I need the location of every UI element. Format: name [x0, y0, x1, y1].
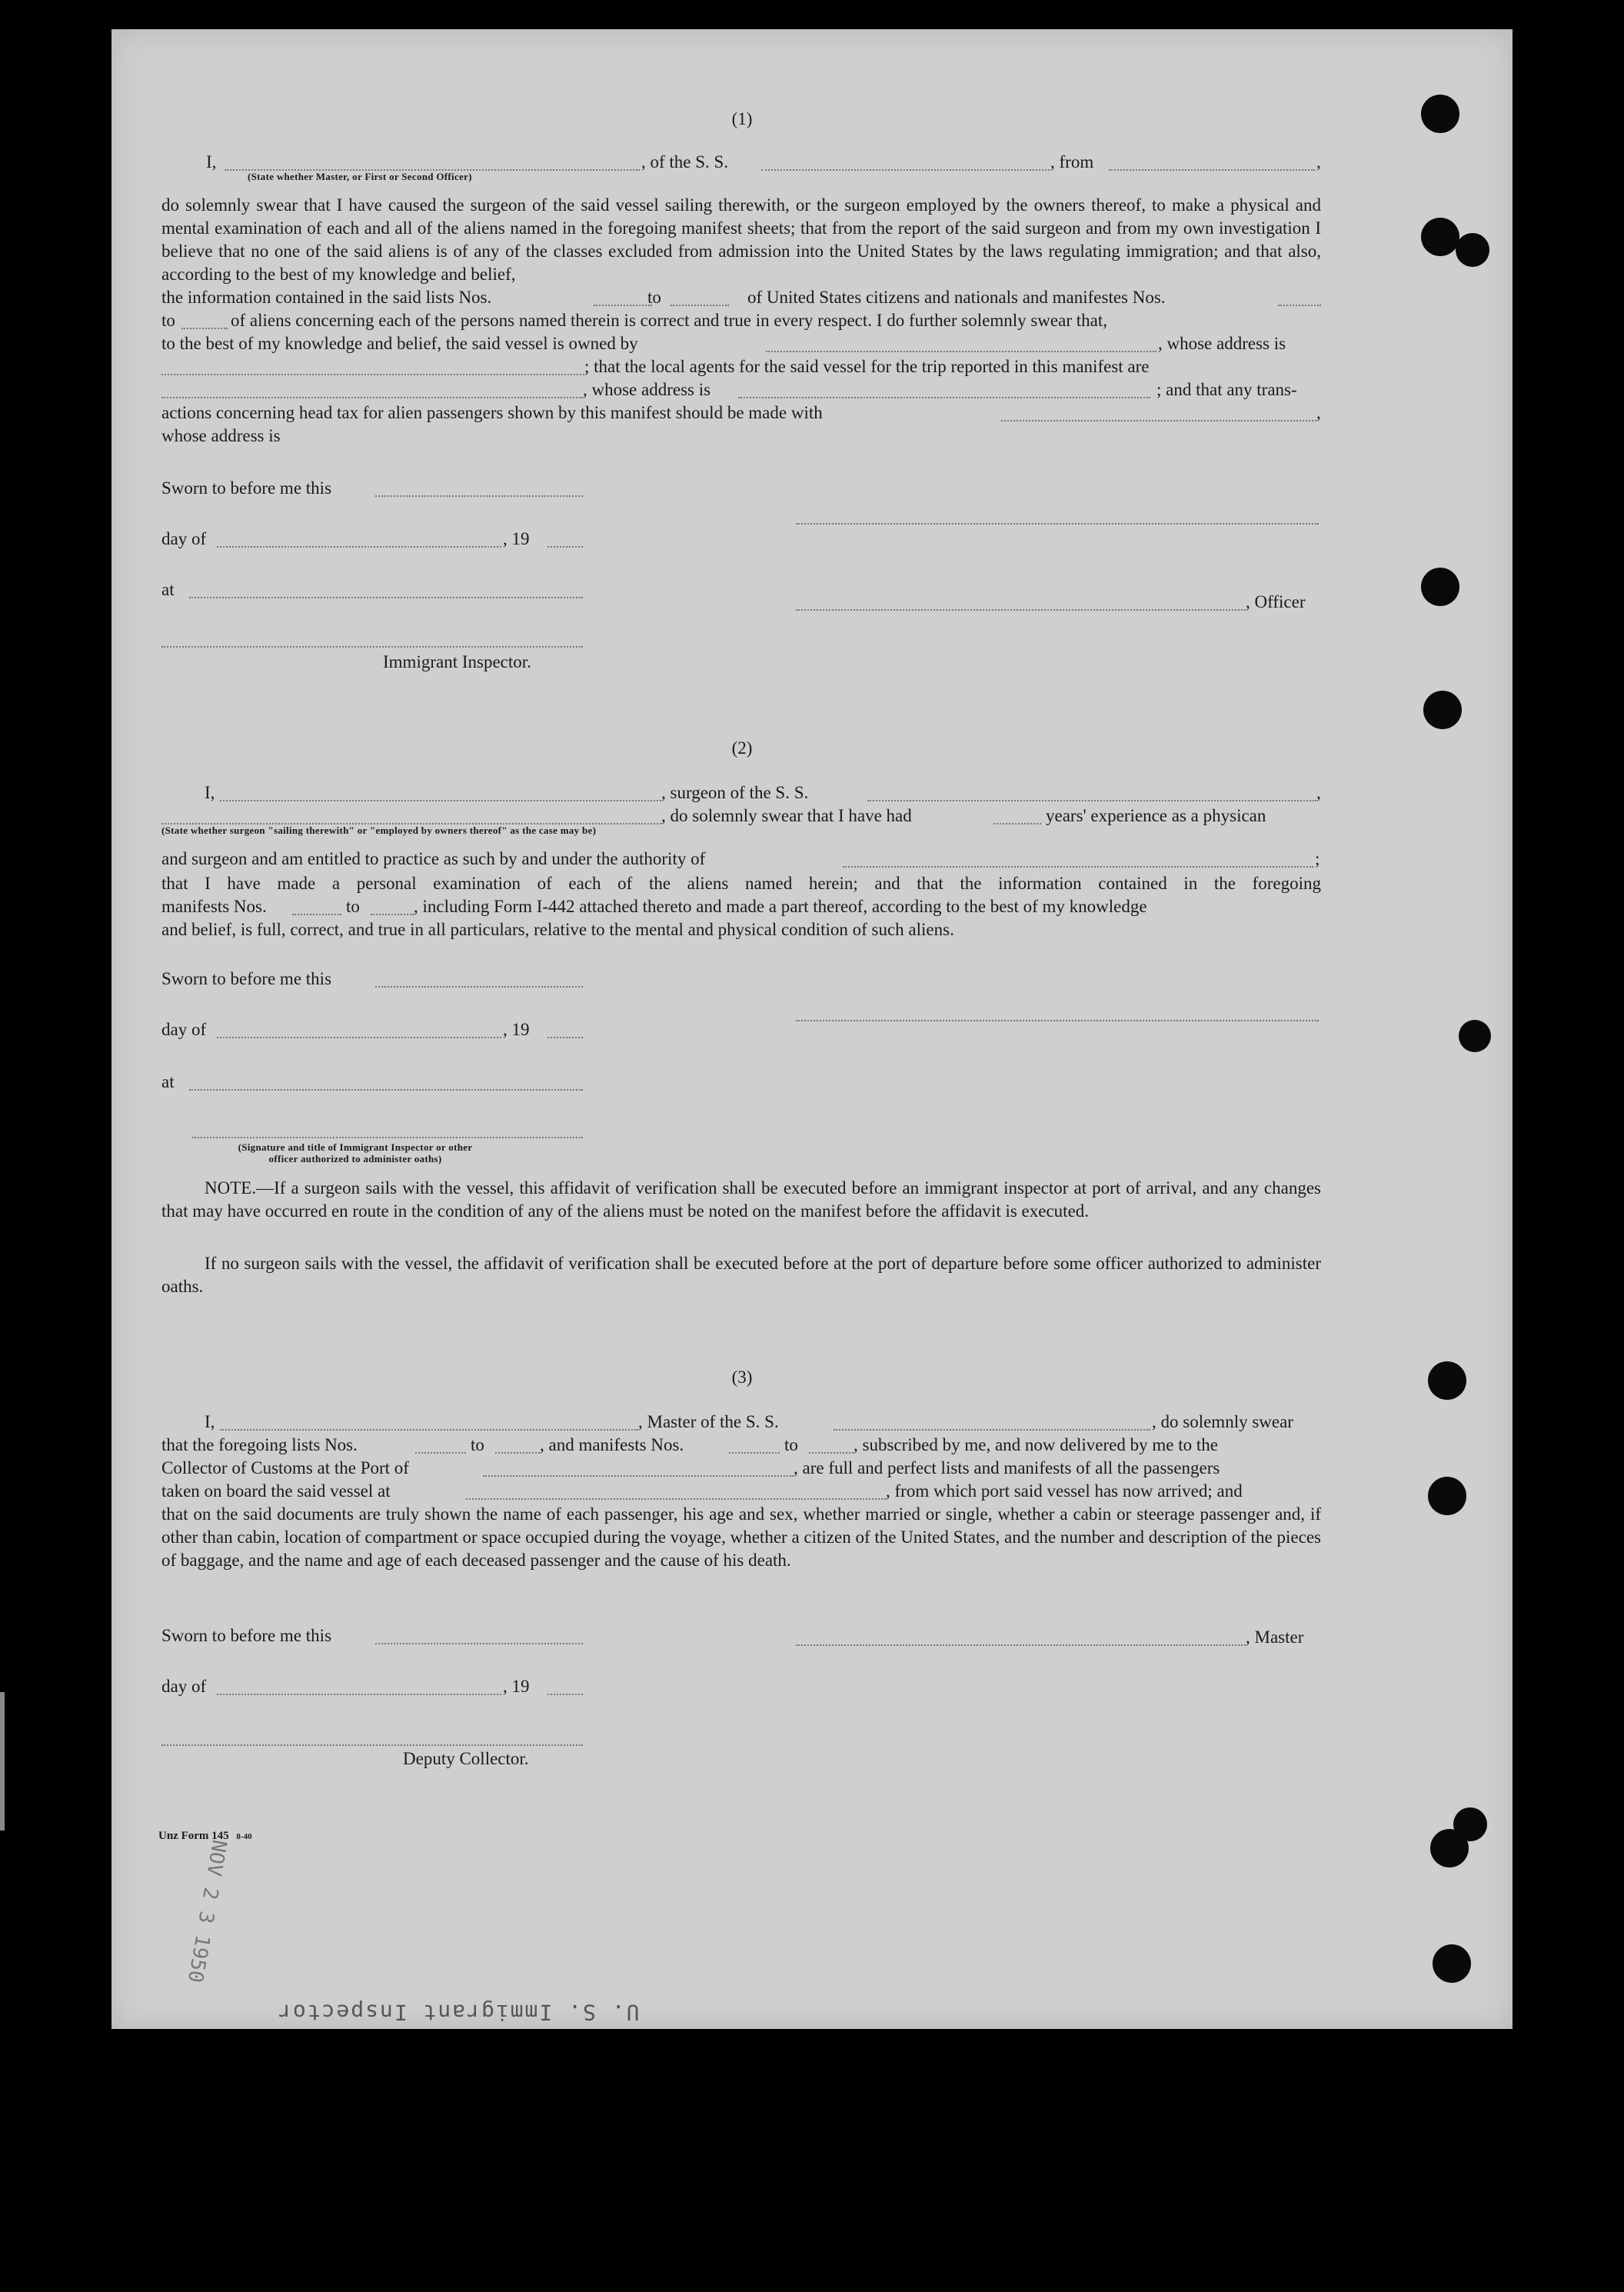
punch-hole [1421, 568, 1459, 606]
s3-manifests-to: to [784, 1435, 798, 1454]
s2-year: , 19 [503, 1020, 530, 1039]
s1-year: , 19 [503, 529, 530, 548]
s2-manifests-rest: , including Form I-442 attached thereto and made a part thereof, according to the best of my knowledge [414, 897, 1147, 916]
s1-owned-addr: , whose address is [1158, 334, 1286, 353]
blank-manifests-from[interactable] [1278, 305, 1321, 306]
s1-officer: , Officer [1246, 592, 1306, 611]
note-surgeon: (State whether surgeon "sailing therewith" or "employed by owners thereof" as the case may be) [161, 825, 597, 836]
s3-subscribed: , subscribed by me, and now delivered by me to the [854, 1435, 1218, 1454]
s1-to-rest: of aliens concerning each of the persons named therein is correct and true in every respect. I do further solemnly swear that, [231, 311, 1107, 330]
note-paragraph-1: NOTE.—If a surgeon sails with the vessel, this affidavit of verification shall be executed before an immigrant inspector at port of arrival, and any changes that may have occurred en route in the condition of any of the aliens must be noted on the manifest before the affidavit is executed. [161, 1178, 1321, 1221]
punch-hole [1428, 1477, 1466, 1515]
punch-hole [1421, 95, 1459, 133]
blank-agents[interactable] [161, 397, 583, 398]
s1-whose: whose address is [161, 426, 281, 445]
s3-taken: taken on board the said vessel at [161, 1481, 391, 1501]
punch-hole [1459, 1020, 1491, 1052]
blank-s3-lists-from[interactable] [415, 1452, 466, 1454]
blank-from-port[interactable] [1109, 169, 1315, 171]
blank-port[interactable] [483, 1475, 794, 1477]
s2-sworn: Sworn to before me this [161, 969, 332, 988]
blank-s3-manifests-from[interactable] [729, 1452, 780, 1454]
section-3-number: (3) [731, 1368, 753, 1387]
blank-head-tax[interactable] [1001, 420, 1316, 421]
blank-collector-signature[interactable] [161, 1744, 583, 1746]
blank-s2-month[interactable] [217, 1037, 501, 1038]
s3-full-lists: , are full and perfect lists and manifests of all the passengers [794, 1458, 1220, 1477]
s2-years: years' experience as a physican [1046, 806, 1266, 825]
s1-comma: , [1316, 152, 1321, 172]
s3-manifests: , and manifests Nos. [540, 1435, 684, 1454]
blank-s2-from[interactable] [292, 914, 341, 915]
s1-body-paragraph: do solemnly swear that I have caused the surgeon of the said vessel sailing therewith, or the surgeon employed by the owners thereof, to make a physical and mental examination of each and all of the aliens named in the foregoing manifest sheets; that from the report of the said surgeon and from my own investigation I believe that no one of the said aliens is of any of the classes excluded from admission into the United States by the laws regulating immigration; and that also, according to the best of my knowledge and belief, [161, 195, 1321, 284]
s1-i: I, [206, 152, 217, 172]
blank-s1-month[interactable] [217, 546, 501, 548]
s2-comma: , [1316, 783, 1321, 802]
s2-line-6: and belief, is full, correct, and true in all particulars, relative to the mental and physical condition of such aliens. [161, 920, 954, 939]
punch-hole [1421, 218, 1459, 256]
s3-collector-port: Collector of Customs at the Port of [161, 1458, 409, 1477]
s1-agents: ; that the local agents for the said vessel for the trip reported in this manifest are [584, 357, 1150, 376]
blank-departure-port[interactable] [466, 1498, 886, 1500]
blank-s2-vessel[interactable] [867, 800, 1316, 801]
s2-surgeon: , surgeon of the S. S. [661, 783, 809, 802]
blank-s2-to[interactable] [371, 914, 414, 915]
s3-i: I, [205, 1412, 215, 1431]
s3-sworn: Sworn to before me this [161, 1626, 332, 1645]
s1-info-line: the information contained in the said lists Nos. [161, 288, 492, 307]
scan-edge [0, 1692, 5, 1831]
blank-s3-sworn-day[interactable] [375, 1643, 583, 1644]
blank-s1-sworn-day[interactable] [375, 495, 583, 497]
section-1-number: (1) [731, 109, 753, 128]
punch-hole [1456, 233, 1489, 267]
s3-year: , 19 [503, 1677, 530, 1696]
blank-s2-year[interactable] [547, 1037, 583, 1038]
s3-swear: , do solemnly swear [1152, 1412, 1293, 1431]
punch-hole [1423, 691, 1462, 729]
blank-owner[interactable] [766, 351, 1156, 352]
blank-s2-at[interactable] [189, 1089, 583, 1091]
punch-hole [1430, 1829, 1469, 1867]
blank-s1-at[interactable] [189, 597, 583, 598]
s2-authority-end: ; [1315, 849, 1320, 868]
s3-arrived: , from which port said vessel has now arrived; and [886, 1481, 1243, 1501]
s3-master-label: , Master [1246, 1627, 1304, 1647]
form-code: 8-40 [236, 1832, 252, 1841]
form-number [158, 1824, 252, 1848]
punch-hole [1433, 1944, 1471, 1983]
section-2-number: (2) [731, 738, 753, 758]
date-stamp: NOV 2 3 1950 [182, 1837, 231, 1985]
s1-info-to: to [647, 288, 661, 307]
blank-master-name[interactable] [220, 1429, 638, 1431]
s1-inspector: Immigrant Inspector. [383, 652, 531, 671]
s1-sworn: Sworn to before me this [161, 478, 332, 498]
punch-hole [1428, 1361, 1466, 1400]
blank-s1-year[interactable] [547, 546, 583, 548]
s2-line-4: that I have made a personal examination of each of the aliens named herein; and that the information contained in the foregoing [161, 874, 1321, 893]
blank-s3-vessel[interactable] [834, 1429, 1150, 1431]
s2-swear: , do solemnly swear that I have had [661, 806, 912, 825]
s1-at: at [161, 580, 175, 599]
s3-dayof: day of [161, 1677, 207, 1696]
blank-owner-address[interactable] [161, 374, 584, 375]
blank-s3-master-signature[interactable] [796, 1644, 1246, 1646]
s3-lists-to: to [471, 1435, 484, 1454]
blank-agents-address[interactable] [738, 397, 1150, 398]
blank-s2-signature[interactable] [796, 1020, 1319, 1021]
s1-actions: actions concerning head tax for alien passengers shown by this manifest should be made with [161, 403, 823, 422]
sig-note-1: (Signature and title of Immigrant Inspector or other [238, 1141, 473, 1153]
blank-manifests-to[interactable] [181, 328, 228, 329]
s1-addr2: , whose address is [583, 380, 711, 399]
note-officer: (State whether Master, or First or Second Officer) [248, 171, 472, 182]
blank-s3-manifests-to[interactable] [809, 1452, 854, 1454]
s1-dayof: day of [161, 529, 207, 548]
sig-note-2: officer authorized to administer oaths) [268, 1153, 442, 1164]
blank-lists-from[interactable] [594, 305, 652, 306]
blank-vessel[interactable] [761, 169, 1050, 171]
s2-at: at [161, 1072, 175, 1091]
s1-to: to [161, 311, 175, 330]
s1-owned: to the best of my knowledge and belief, the said vessel is owned by [161, 334, 638, 353]
blank-s2-sworn-day[interactable] [375, 986, 583, 988]
form-name: Unz Form 145 [158, 1830, 229, 1842]
s3-body-paragraph: that on the said documents are truly shown the name of each passenger, his age and sex, whether married or single, whether a cabin or steerage passenger and, if other than cabin, location of compartment or space occupied during the voyage, whether a citizen of the United States, and the number and description of the pieces of baggage, and the name and age of each deceased passenger and the cause of his death. [161, 1504, 1321, 1570]
s1-of-ss: , of the S. S. [641, 152, 729, 172]
s2-i: I, [205, 783, 215, 802]
blank-s1-officer[interactable] [796, 609, 1246, 611]
blank-s3-year[interactable] [547, 1694, 583, 1695]
blank-s2-inspector-signature[interactable] [192, 1137, 583, 1138]
blank-s3-month[interactable] [217, 1694, 501, 1695]
s1-actions-end: , [1316, 403, 1321, 422]
s1-from: , from [1050, 152, 1094, 172]
s2-dayof: day of [161, 1020, 207, 1039]
blank-surgeon-name[interactable] [220, 800, 661, 801]
s3-lists: that the foregoing lists Nos. [161, 1435, 358, 1454]
blank-s1-inspector-signature[interactable] [161, 646, 583, 648]
blank-s1-signature[interactable] [796, 523, 1319, 525]
blank-authority[interactable] [843, 866, 1313, 868]
s3-collector: Deputy Collector. [403, 1749, 529, 1768]
inspector-stamp: U. S. Immigrant Inspector [277, 2000, 640, 2025]
s3-master: , Master of the S. S. [638, 1412, 779, 1431]
blank-years[interactable] [993, 823, 1041, 825]
s1-trans: ; and that any trans- [1156, 380, 1297, 399]
s1-info-rest: of United States citizens and nationals and manifestes Nos. [747, 288, 1166, 307]
s2-manifests: manifests Nos. [161, 897, 267, 916]
blank-lists-to[interactable] [671, 305, 729, 306]
note-paragraph-2: If no surgeon sails with the vessel, the affidavit of verification shall be executed before at the port of departure before some officer authorized to administer oaths. [161, 1254, 1321, 1296]
blank-s3-lists-to[interactable] [495, 1452, 540, 1454]
s2-to: to [346, 897, 360, 916]
s2-authority: and surgeon and am entitled to practice as such by and under the authority of [161, 849, 706, 868]
